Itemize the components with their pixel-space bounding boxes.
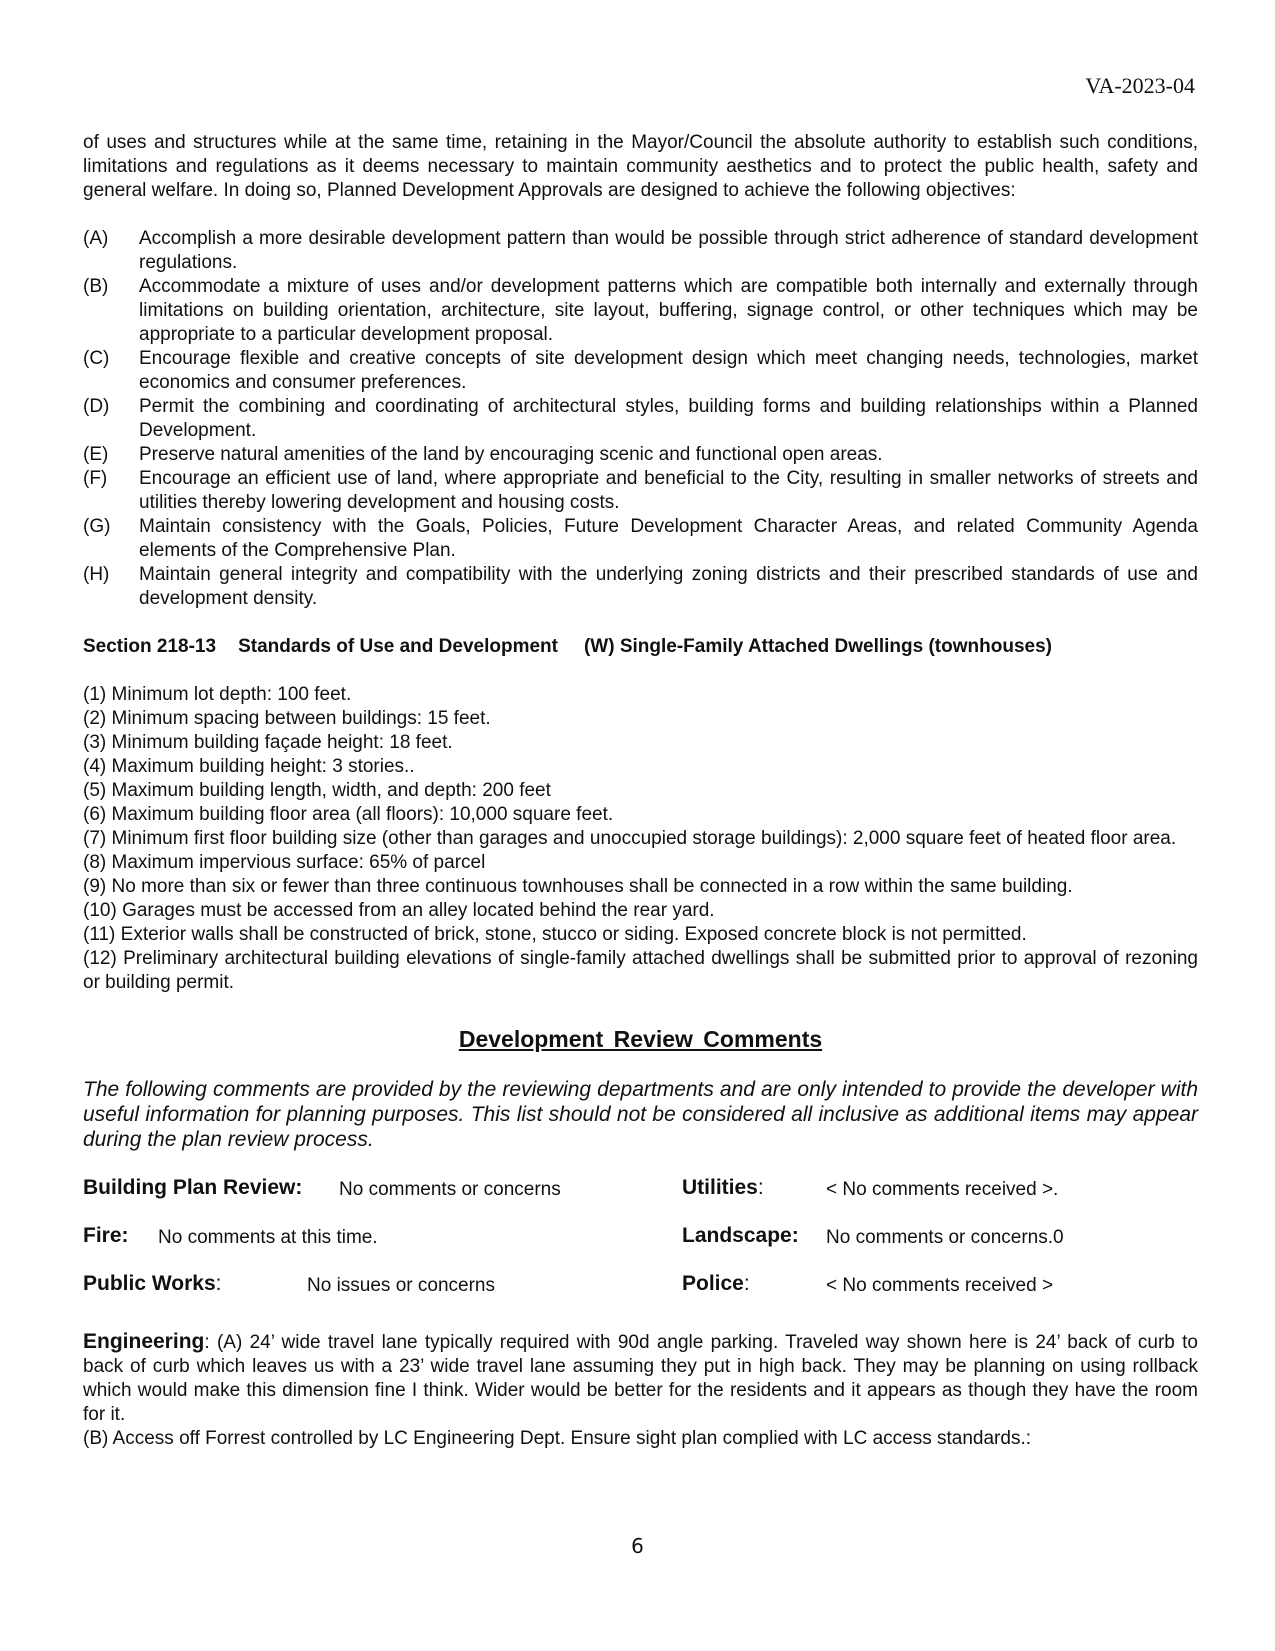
objective-label: (F) bbox=[83, 468, 108, 489]
objective-label: (D) bbox=[83, 396, 110, 417]
engineering-item-a: (A) 24’ wide travel lane typically required with 90d angle parking. Traveled way shown here is 24’ back of curb to back of curb which leaves us with a 23’ wide travel lane assuming they put in high back. They may be planning on using rollback which would make this dimension fine I think. Wider would be better for the residents and it appears as though they have the room for it. bbox=[83, 1332, 1198, 1425]
list-item: (11) Exterior walls shall be constructed of brick, stone, stucco or siding. Exposed concrete block is not permitted. bbox=[83, 924, 1027, 945]
page-content bbox=[83, 131, 1198, 1451]
list-item bbox=[83, 515, 1198, 563]
review-heading: Development Review Comments bbox=[458, 1026, 823, 1052]
section-subtitle: (W) Single-Family Attached Dwellings (townhouses) bbox=[583, 636, 1052, 657]
building-review-label: Building Plan Review: bbox=[83, 1176, 303, 1199]
list-item bbox=[83, 347, 1198, 395]
police-value: < No comments received > bbox=[826, 1275, 1054, 1296]
list-item bbox=[83, 395, 1198, 443]
standards-list bbox=[83, 683, 1198, 995]
list-item: (12) Preliminary architectural building elevations of single-family attached dwellings shall be submitted prior to approval of rezoning or building permit. bbox=[83, 948, 1198, 993]
list-item bbox=[83, 275, 1198, 347]
public-works-value: No issues or concerns bbox=[307, 1275, 495, 1296]
engineering-item-b: (B) Access off Forrest controlled by LC Engineering Dept. Ensure sight plan complied with LC access standards.: bbox=[83, 1428, 1031, 1449]
building-review-value: No comments or concerns bbox=[339, 1179, 561, 1200]
section-heading bbox=[83, 635, 1198, 659]
fire-value: No comments at this time. bbox=[158, 1227, 378, 1248]
list-item: (9) No more than six or fewer than three continuous townhouses shall be connected in a row within the same building. bbox=[83, 876, 1073, 897]
list-item: (8) Maximum impervious surface: 65% of parcel bbox=[83, 852, 486, 873]
objective-text: Maintain consistency with the Goals, Policies, Future Development Character Areas, and related Community Agenda elements of the Comprehensive Plan. bbox=[139, 516, 1198, 561]
objective-text: Encourage an efficient use of land, where appropriate and beneficial to the City, resulting in smaller networks of streets and utilities thereby lowering development and housing costs. bbox=[139, 468, 1198, 513]
list-item: (5) Maximum building length, width, and depth: 200 feet bbox=[83, 780, 551, 801]
objective-text: Maintain general integrity and compatibility with the underlying zoning districts and their prescribed standards of use and development density. bbox=[139, 564, 1198, 609]
fire-label: Fire: bbox=[83, 1224, 129, 1247]
comment-row bbox=[83, 1176, 1198, 1206]
landscape-label: Landscape: bbox=[682, 1224, 799, 1247]
review-intro: The following comments are provided by the reviewing departments and are only intended to provide the developer with useful information for planning purposes. This list should not be considered all inclusive as additional items may appear during the plan review process. bbox=[83, 1078, 1198, 1151]
list-item: (7) Minimum first floor building size (other than garages and unoccupied storage buildings): 2,000 square feet of heated floor area. bbox=[83, 828, 1177, 849]
objective-text: Permit the combining and coordinating of architectural styles, building forms and building relationships within a Planned Development. bbox=[139, 396, 1198, 441]
landscape-value: No comments or concerns.0 bbox=[826, 1227, 1064, 1248]
objective-label: (A) bbox=[83, 228, 109, 249]
list-item: (2) Minimum spacing between buildings: 15 feet. bbox=[83, 708, 491, 729]
list-item: (4) Maximum building height: 3 stories.. bbox=[83, 756, 415, 777]
utilities-label: Utilities: bbox=[682, 1176, 764, 1199]
list-item bbox=[83, 563, 1198, 611]
list-item: (10) Garages must be accessed from an alley located behind the rear yard. bbox=[83, 900, 715, 921]
list-item bbox=[83, 443, 1198, 467]
comment-row bbox=[83, 1224, 1198, 1254]
objective-text: Preserve natural amenities of the land by encouraging scenic and functional open areas. bbox=[139, 444, 883, 465]
list-item: (6) Maximum building floor area (all floors): 10,000 square feet. bbox=[83, 804, 614, 825]
objective-label: (H) bbox=[83, 564, 110, 585]
objective-label: (B) bbox=[83, 276, 109, 297]
objective-text: Accomplish a more desirable development pattern than would be possible through strict adherence of standard development regulations. bbox=[139, 228, 1198, 273]
comment-row bbox=[83, 1272, 1198, 1302]
utilities-value: < No comments received >. bbox=[826, 1179, 1059, 1200]
list-item: (1) Minimum lot depth: 100 feet. bbox=[83, 684, 352, 705]
section-number: Section 218-13 bbox=[83, 636, 217, 657]
engineering-label: Engineering bbox=[83, 1330, 205, 1353]
police-label: Police: bbox=[682, 1272, 750, 1295]
list-item bbox=[83, 467, 1198, 515]
objective-text: Accommodate a mixture of uses and/or development patterns which are compatible both internally and externally through limitations on building orientation, architecture, site layout, buffering, signage control, or other techniques which may be appropriate to a particular development proposal. bbox=[139, 276, 1198, 345]
page-number: 6 bbox=[631, 1534, 644, 1558]
objectives-list bbox=[83, 227, 1198, 611]
intro-paragraph: of uses and structures while at the same time, retaining in the Mayor/Council the absolute authority to establish such conditions, limitations and regulations as it deems necessary to maintain community aesthetics and to protect the public health, safety and general welfare. In doing so, Planned Development Approvals are designed to achieve the following objectives: bbox=[83, 132, 1198, 201]
section-title: Standards of Use and Development bbox=[238, 636, 558, 657]
engineering-comment: Engineering: (A) 24’ wide travel lane typically required with 90d angle parking. Traveled way shown here is 24’ back of curb to back of curb which leaves us with a 23’ wide travel lane assuming they put in high back. They may be planning on using rollback which would make this dimension fine I think. Wider would be better for the residents and it appears as though they have the room for it. bbox=[83, 1330, 1198, 1425]
objective-text: Encourage flexible and creative concepts of site development design which meet changing needs, technologies, market economics and consumer preferences. bbox=[139, 348, 1198, 393]
public-works-label: Public Works: bbox=[83, 1272, 222, 1295]
list-item: (3) Minimum building façade height: 18 feet. bbox=[83, 732, 453, 753]
objective-label: (E) bbox=[83, 444, 109, 465]
objective-label: (C) bbox=[83, 348, 110, 369]
document-id: VA-2023-04 bbox=[1085, 73, 1195, 98]
objective-label: (G) bbox=[83, 516, 111, 537]
list-item bbox=[83, 227, 1198, 275]
department-comments bbox=[83, 1176, 1198, 1326]
